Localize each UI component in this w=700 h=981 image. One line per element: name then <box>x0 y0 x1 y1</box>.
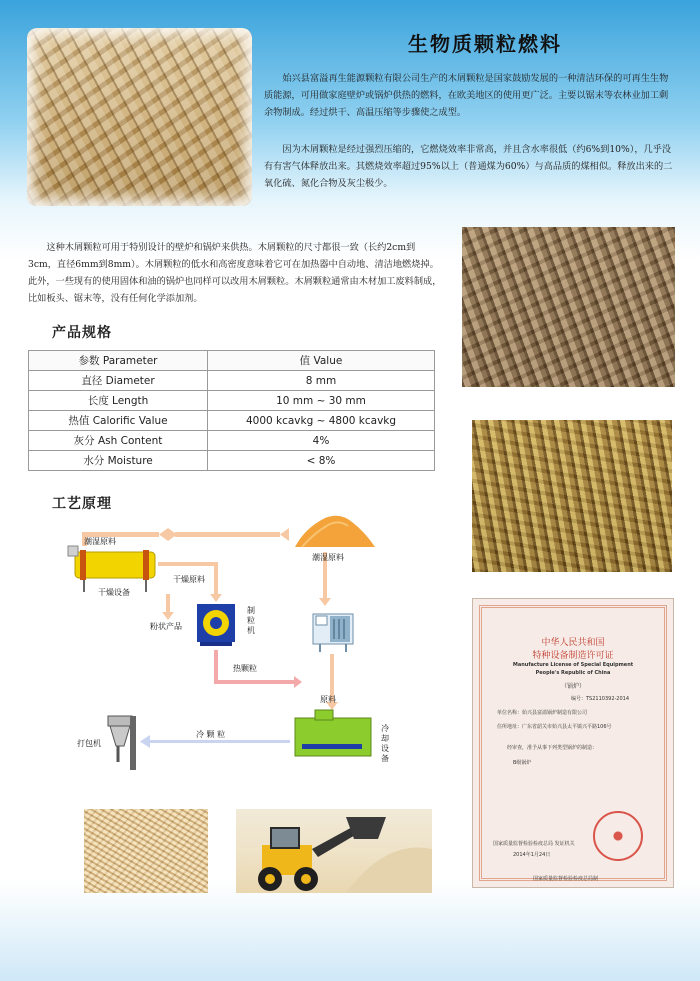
process-heading: 工艺原理 <box>52 496 112 512</box>
intro-paragraph-2: 因为木屑颗粒是经过强烈压缩的，它燃烧效率非常高，并且含水率很低（约6%到10%），几乎没有有害气体释放出来。其燃烧效率超过95%以上（普通煤为60%）与高品质的煤相似。释放出来的二氧化硫、氮化合物及灰尘极少。 <box>264 144 673 189</box>
page-title: 生物质颗粒燃料 <box>408 32 562 56</box>
license-certificate <box>472 598 674 888</box>
cert-title-cn-1: 中华人民共和国 <box>541 638 605 648</box>
cert-address: 住所地址：广东省韶关市始兴县太平镇兴平路106号 <box>497 724 612 730</box>
cert-footer: 国家质量监督检验检疫总局制 <box>533 876 599 882</box>
label-wet-material-right: 潮湿原料 <box>312 553 344 562</box>
label-powder-product: 粉状产品 <box>150 622 182 631</box>
spec-cell: < 8% <box>208 451 435 471</box>
spec-row <box>29 431 435 451</box>
crusher-machine <box>313 614 353 652</box>
pellets-photo-right-2 <box>472 420 672 572</box>
spec-row <box>29 371 435 391</box>
packing-machine <box>108 716 136 770</box>
cert-issuer: 国家质量监督检验检疫总局 发证机关 <box>493 841 575 847</box>
arrow-hot-pellets <box>214 650 302 688</box>
cert-item: B级锅炉 <box>513 760 532 766</box>
spec-header-row <box>29 351 435 371</box>
label-hot-pellets: 热颗粒 <box>233 664 257 673</box>
arrow-powder-product <box>162 594 174 620</box>
label-dry-material: 干燥原料 <box>173 575 205 584</box>
spec-cell: 10 mm ~ 30 mm <box>208 391 435 411</box>
cert-number: 编号：TS2110392-2014 <box>571 696 630 702</box>
spec-cell: 长度 Length <box>29 391 208 411</box>
pellets-photo-right-1 <box>462 227 675 387</box>
label-cooling-equipment: 冷却设备 <box>381 724 389 763</box>
spec-cell: 4000 kcavkg ~ 4800 kcavkg <box>208 411 435 431</box>
spec-heading: 产品规格 <box>52 325 112 341</box>
cert-title-en-1: Manufacture License of Special Equipment <box>512 662 634 668</box>
dryer-machine <box>68 546 155 592</box>
spec-row <box>29 391 435 411</box>
label-pellet-machine: 制粒机 <box>247 606 255 635</box>
loader-illustration <box>236 809 432 893</box>
cert-unit-name: 单位名称：始兴县富溢锅炉制造有限公司 <box>497 710 588 716</box>
loader-photo <box>236 809 432 893</box>
label-raw-material: 原料 <box>320 695 336 704</box>
cooler-machine <box>295 710 371 756</box>
spec-cell: 热值 Calorific Value <box>29 411 208 431</box>
label-cold-pellets: 冷 颗 粒 <box>196 730 226 739</box>
pellet-machine <box>197 604 235 646</box>
cert-title-cn-2: 特种设备制造许可证 <box>532 651 614 661</box>
cert-type: （锅炉） <box>560 683 585 690</box>
cert-title-en-2: People's Republic of China <box>535 670 611 676</box>
spec-cell: 参数 Parameter <box>29 351 208 371</box>
spec-cell: 8 mm <box>208 371 435 391</box>
cert-date: 2014年1月24日 <box>513 852 551 858</box>
raw-material-pile <box>295 516 375 547</box>
sawdust-photo <box>84 809 208 893</box>
spec-cell: 灰分 Ash Content <box>29 431 208 451</box>
spec-row <box>29 451 435 471</box>
spec-cell: 水分 Moisture <box>29 451 208 471</box>
spec-row <box>29 411 435 431</box>
label-dryer: 干燥设备 <box>98 588 130 597</box>
spec-cell: 值 Value <box>208 351 435 371</box>
cert-scope: 经审查，准予从事下列类型锅炉的制造： <box>507 745 598 751</box>
seal-stamp <box>593 811 643 861</box>
spec-cell: 4% <box>208 431 435 451</box>
intro-paragraph-1: 始兴县富溢再生能源颗粒有限公司生产的木屑颗粒是国家鼓励发展的一种清洁环保的可再生生物质能源，可用做家庭壁炉或锅炉供热的燃料，在欧美地区的使用更广泛。主要以锯末等农林业加工剩余物制成。经过烘干、高温压缩等步骤使之成型。 <box>264 73 669 118</box>
body-paragraph: 这种木屑颗粒可用于特别设计的壁炉和锅炉来供热。木屑颗粒的尺寸都很一致（长约2cm到3cm，直径6mm到8mm）。木屑颗粒的低水和高密度意味着它可在加热器中自动地、清洁地燃烧掉。此外，一些现有的使用固体和油的锅炉也同样可以改用木屑颗粒。木屑颗粒通常由木材加工废料制成，比如板头、锯末等，没有任何化学添加剂。 <box>28 242 442 304</box>
label-wet-material-left: 潮湿原料 <box>84 537 116 546</box>
spec-table <box>28 350 435 471</box>
label-packing-machine: 打包机 <box>77 739 101 748</box>
pellets-photo-top <box>27 28 252 206</box>
spec-cell: 直径 Diameter <box>29 371 208 391</box>
